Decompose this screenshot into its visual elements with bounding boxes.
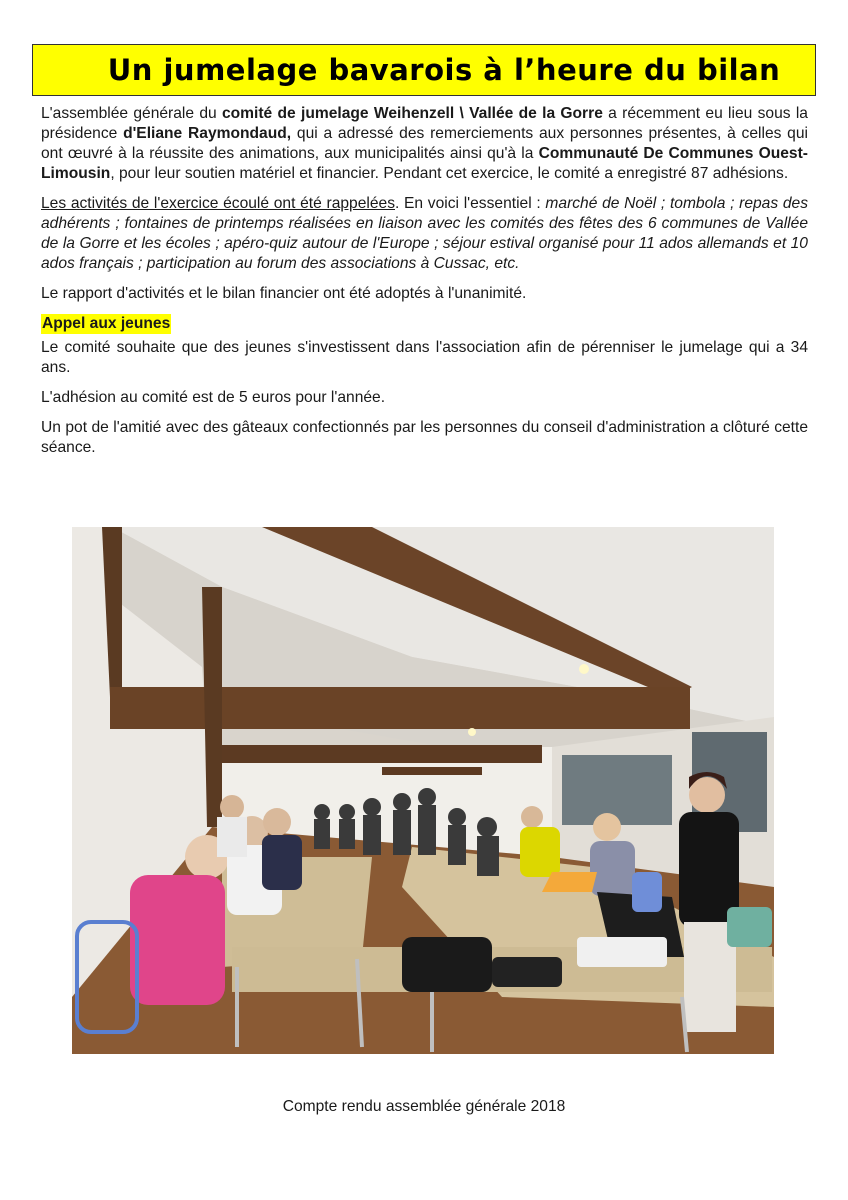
article-body [41, 104, 808, 468]
committee-name: comité de jumelage Weihenzell \ Vallée de la Gorre [221, 105, 603, 122]
intro-text-4: , pour leur soutien matériel et financier. Pendant cet exercice, le comité a enregistré 87 adhésions. [110, 165, 789, 182]
intro-paragraph [41, 104, 808, 184]
membership-paragraph: L'adhésion au comité est de 5 euros pour l'année. [41, 389, 386, 406]
community-name: Communauté De Communes Ouest-Limousin [41, 145, 808, 182]
title-banner [32, 44, 816, 96]
meeting-photo [72, 527, 774, 1054]
photo-caption: Compte rendu assemblée générale 2018 [282, 1098, 566, 1115]
activities-list: marché de Noël ; tombola ; repas des adhérents ; fontaines de printemps réalisées en liaison avec les comités des fêtes des 6 communes de Vallée de la Gorre et les écoles ; apéro-quiz autour de l'Europe ; séjour estival organisé pour 11 ados allemands et 10 ados français ; participation au forum des associations à Cussac, etc. [41, 195, 808, 272]
report-paragraph: Le rapport d'activités et le bilan financier ont été adoptés à l'unanimité. [41, 285, 527, 302]
activities-mid: . En voici l'essentiel : [395, 195, 546, 212]
president-name: d'Eliane Raymondaud, [123, 125, 292, 142]
intro-text-3: qui a adressé des remerciements aux personnes présentes, à celles qui ont œuvré à la réussite des animations, aux municipalités ainsi qu'à la [41, 125, 808, 162]
intro-text-1: L'assemblée générale du [41, 105, 222, 122]
activities-lead: Les activités de l'exercice écoulé ont été rappelées [41, 195, 395, 212]
section-heading: Appel aux jeunes [42, 315, 171, 332]
page-title: Un jumelage bavarois à l’heure du bilan [107, 53, 781, 87]
intro-text-2: a récemment eu lieu sous la présidence [41, 105, 808, 142]
activities-paragraph [41, 194, 808, 274]
closing-paragraph: Un pot de l'amitié avec des gâteaux confectionnés par les personnes du conseil d'administration a clôturé cette séance. [41, 419, 808, 456]
youth-paragraph: Le comité souhaite que des jeunes s'investissent dans l'association afin de pérenniser le jumelage qui a 34 ans. [41, 339, 808, 376]
